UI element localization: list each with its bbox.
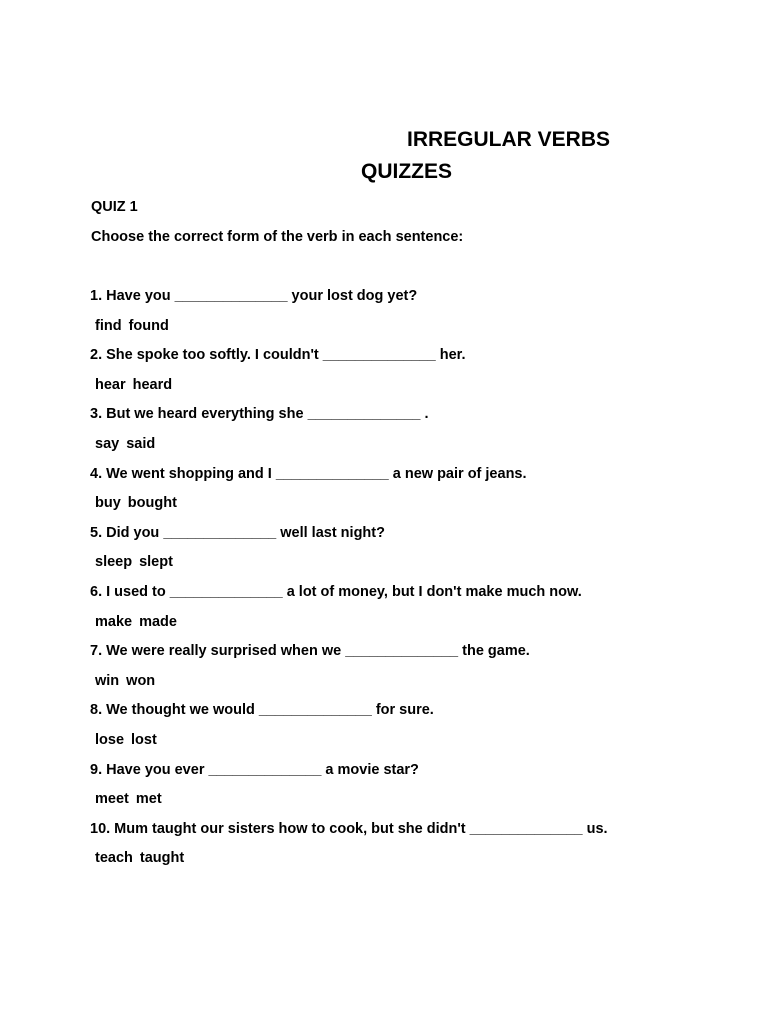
answer-options [90,494,608,524]
answer-options [90,435,608,465]
answer-options [90,731,608,761]
answer-options [90,672,608,702]
answer-option: buy [95,495,121,512]
answer-option: made [139,613,177,630]
question-text: 5. Did you ______________ well last night? [90,524,385,541]
page-subtitle: QUIZZES [361,160,453,183]
question-item [90,642,608,701]
question-item [90,465,608,524]
answer-option: lose [95,731,125,748]
answer-options [90,849,608,879]
answer-option: make [95,613,133,630]
answer-option: heard [132,376,173,393]
answer-option: met [135,791,162,808]
answer-option: taught [139,850,185,867]
question-item [90,524,608,583]
answer-options [90,613,608,643]
answer-option: bought [127,495,177,512]
answer-option: win [95,672,120,689]
question-item [90,405,608,464]
answer-option: meet [95,791,129,808]
question-item [90,287,608,346]
answer-options [90,553,608,583]
question-item [90,761,608,820]
question-text: 1. Have you ______________ your lost dog yet? [90,288,418,304]
answer-option: sleep [95,554,133,571]
answer-option: found [128,317,169,334]
answer-option: say [95,435,120,452]
answer-option: teach [95,850,133,867]
question-text: 4. We went shopping and I ______________ a new pair of jeans. [90,465,527,482]
page-title: IRREGULAR VERBS [407,128,611,151]
question-text: 3. But we heard everything she ______________ . [90,406,429,423]
answer-option: won [126,672,156,689]
question-text: 7. We were really surprised when we ______________ the game. [90,643,530,660]
quiz-label: QUIZ 1 [91,199,138,215]
question-text: 8. We thought we would ______________ for sure. [90,702,434,719]
question-item [90,583,608,642]
question-item [90,346,608,405]
answer-option: said [126,435,156,452]
answer-options [90,376,608,406]
question-list [90,287,608,879]
question-item [90,820,608,879]
question-item [90,701,608,760]
answer-option: find [95,317,122,334]
answer-options [90,317,608,347]
quiz-instructions: Choose the correct form of the verb in each sentence: [91,229,464,245]
answer-options [90,790,608,820]
question-text: 9. Have you ever ______________ a movie star? [90,761,419,778]
question-text: 6. I used to ______________ a lot of money, but I don't make much now. [90,583,582,600]
answer-option: slept [139,554,173,571]
answer-option: hear [95,376,126,393]
answer-option: lost [131,731,157,748]
question-text: 10. Mum taught our sisters how to cook, but she didn't ______________ us. [90,820,608,837]
question-text: 2. She spoke too softly. I couldn't ______________ her. [90,347,466,364]
